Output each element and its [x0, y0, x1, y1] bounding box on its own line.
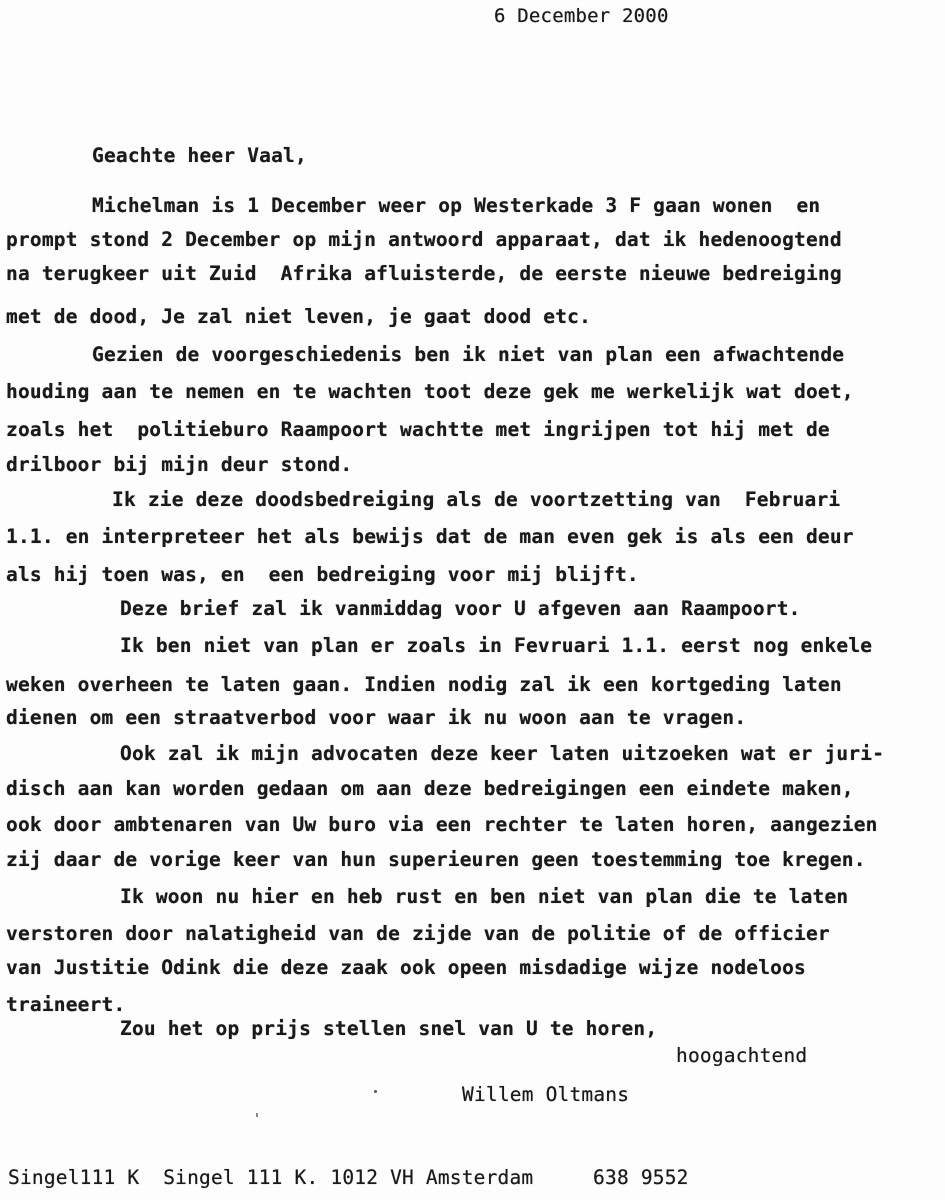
body-line: weken overheen te laten gaan. Indien nodig zal ik een kortgeding laten: [6, 673, 842, 696]
body-line: met de dood, Je zal niet leven, je gaat dood etc.: [6, 305, 592, 328]
body-line: Michelman is 1 December weer op Westerkade 3 F gaan wonen en: [92, 194, 821, 217]
body-line: na terugkeer uit Zuid Afrika afluisterde, de eerste nieuwe bedreiging: [6, 262, 842, 285]
body-line: Ik ben niet van plan er zoals in Fevruari 1.1. eerst nog enkele: [120, 634, 873, 657]
body-line: Gezien de voorgeschiedenis ben ik niet van plan een afwachtende: [92, 343, 845, 366]
body-line: van Justitie Odink die deze zaak ook opeen misdadige wijze nodeloos: [6, 956, 806, 979]
body-line: zij daar de vorige keer van hun superieuren geen toestemming toe kregen.: [6, 848, 866, 871]
ink-dot: [374, 1090, 377, 1093]
body-line: Ik zie deze doodsbedreiging als de voortzetting van Februari: [112, 488, 841, 511]
letter-date: 6 December 2000: [494, 5, 669, 27]
body-line: verstoren door nalatigheid van de zijde van de politie of de officier: [6, 922, 830, 945]
salutation: Geachte heer Vaal,: [92, 144, 307, 167]
closing: hoogachtend: [676, 1044, 808, 1067]
body-line: 1.1. en interpreteer het als bewijs dat de man even gek is als een deur: [6, 525, 854, 548]
body-line: Ik woon nu hier en heb rust en ben niet van plan die te laten: [120, 885, 849, 908]
body-line: Zou het op prijs stellen snel van U te horen,: [120, 1017, 658, 1040]
body-line: dienen om een straatverbod voor waar ik nu woon aan te vragen.: [6, 706, 747, 729]
body-line: houding aan te nemen en te wachten toot deze gek me werkelijk wat doet,: [6, 380, 854, 403]
signer-name: Willem Oltmans: [462, 1083, 630, 1106]
body-line: ook door ambtenaren van Uw buro via een rechter te laten horen, aangezien: [6, 813, 878, 836]
body-line: Deze brief zal ik vanmiddag voor U afgeven aan Raampoort.: [120, 597, 801, 620]
body-line: als hij toen was, en een bedreiging voor mij blijft.: [6, 563, 639, 586]
body-line: drilboor bij mijn deur stond.: [6, 453, 353, 476]
body-line: traineert.: [6, 993, 126, 1016]
body-line: zoals het politieburo Raampoort wachtte met ingrijpen tot hij met de: [6, 418, 830, 441]
body-line: disch aan kan worden gedaan om aan deze bedreigingen een eindete maken,: [6, 777, 854, 800]
body-line: Ook zal ik mijn advocaten deze keer laten uitzoeken wat er juri-: [120, 742, 885, 765]
body-line: prompt stond 2 December op mijn antwoord apparaat, dat ik hedenoogtend: [6, 228, 842, 251]
ink-speck: [256, 1113, 258, 1117]
sender-address: Singel111 K Singel 111 K. 1012 VH Amsterdam 638 9552: [8, 1166, 689, 1189]
